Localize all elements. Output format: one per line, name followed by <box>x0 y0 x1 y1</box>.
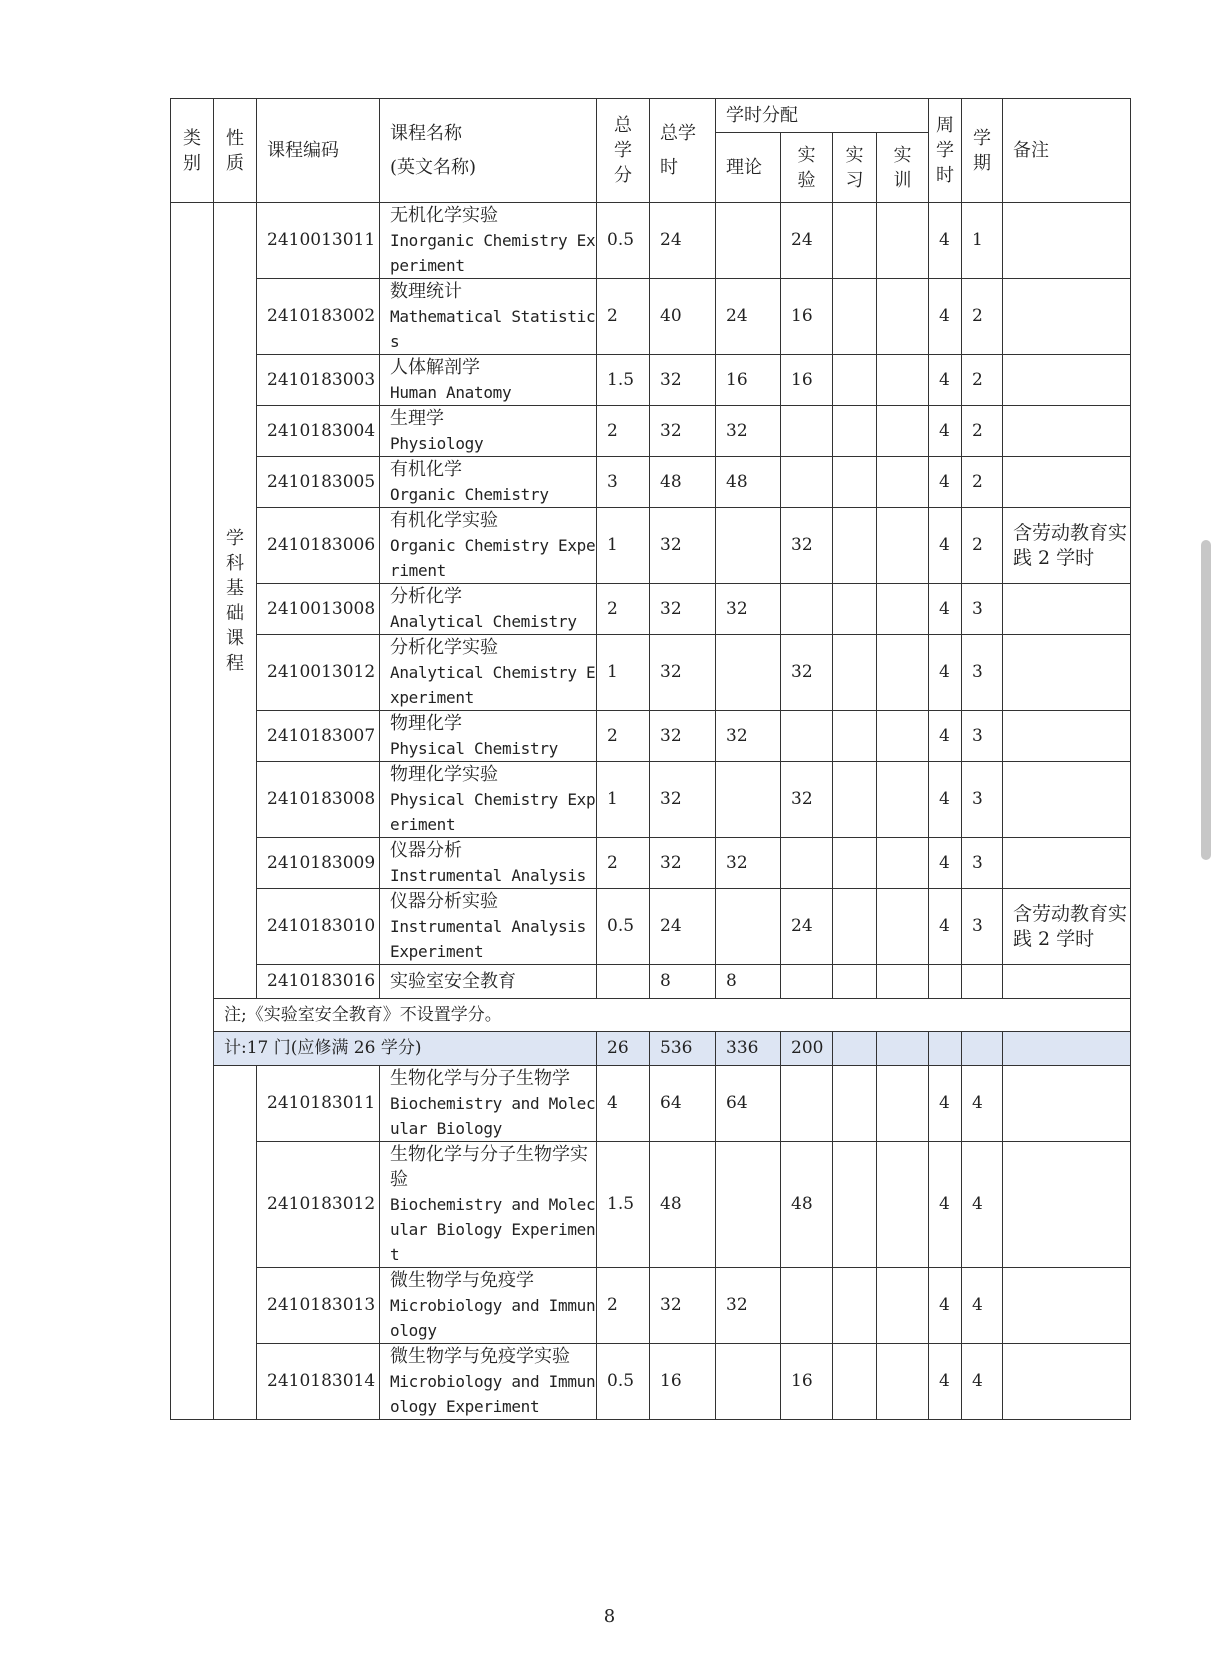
training-cell <box>877 1344 929 1420</box>
course-name-cn: 物理化学实验 <box>390 764 498 785</box>
training-cell <box>877 762 929 838</box>
subtotal-empty <box>877 1032 929 1066</box>
course-name-en: Microbiology and Immunology <box>390 1296 596 1340</box>
experiment-cell <box>781 457 833 508</box>
subtotal-hours: 536 <box>650 1032 716 1066</box>
course-name-cn: 生理学 <box>390 408 444 429</box>
weekly-hours-cell: 4 <box>929 711 962 762</box>
remarks-cell <box>1003 457 1131 508</box>
course-name <box>380 457 597 508</box>
course-name-cn: 微生物学与免疫学实验 <box>390 1346 570 1367</box>
table-row <box>171 635 1131 711</box>
vertical-label: 类 别 <box>183 127 201 174</box>
remarks-cell <box>1003 711 1131 762</box>
credits-cell <box>597 965 650 999</box>
remarks-cell <box>1003 406 1131 457</box>
experiment-cell: 24 <box>781 889 833 965</box>
training-cell <box>877 1066 929 1142</box>
training-cell <box>877 635 929 711</box>
course-name-cn: 微生物学与免疫学 <box>390 1270 534 1291</box>
hours-cell: 32 <box>650 355 716 406</box>
semester-cell: 4 <box>962 1344 1003 1420</box>
remarks-cell <box>1003 1268 1131 1344</box>
hours-cell: 32 <box>650 584 716 635</box>
header-semester <box>962 99 1003 203</box>
hours-cell: 40 <box>650 279 716 355</box>
experiment-cell: 16 <box>781 355 833 406</box>
hours-cell: 64 <box>650 1066 716 1142</box>
credits-cell: 2 <box>597 711 650 762</box>
semester-cell: 2 <box>962 279 1003 355</box>
theory-cell: 32 <box>716 1268 781 1344</box>
semester-cell: 1 <box>962 203 1003 279</box>
course-code: 2410183002 <box>257 279 380 355</box>
course-name-cn: 有机化学实验 <box>390 510 498 531</box>
training-cell <box>877 1142 929 1268</box>
hours-cell: 8 <box>650 965 716 999</box>
course-name <box>380 1142 597 1268</box>
table-row <box>171 279 1131 355</box>
table-row <box>171 203 1131 279</box>
table-row <box>171 889 1131 965</box>
course-code: 2410013012 <box>257 635 380 711</box>
course-name-en: Biochemistry and Molecular Biology Experiment <box>390 1195 596 1264</box>
semester-cell: 2 <box>962 355 1003 406</box>
practice-cell <box>833 1268 877 1344</box>
vertical-label: 总 学 分 <box>614 115 632 186</box>
practice-cell <box>833 406 877 457</box>
theory-cell: 32 <box>716 711 781 762</box>
training-cell <box>877 584 929 635</box>
course-name-en: Analytical Chemistry <box>390 612 577 631</box>
course-code: 2410013008 <box>257 584 380 635</box>
weekly-hours-cell: 4 <box>929 1142 962 1268</box>
subtotal-empty <box>833 1032 877 1066</box>
course-name-en: Organic Chemistry Experiment <box>390 536 596 580</box>
course-name-en: Organic Chemistry <box>390 485 549 504</box>
course-name <box>380 355 597 406</box>
course-code: 2410183004 <box>257 406 380 457</box>
course-name-en: Physical Chemistry <box>390 739 558 758</box>
training-cell <box>877 838 929 889</box>
weekly-hours-cell: 4 <box>929 1344 962 1420</box>
theory-cell <box>716 508 781 584</box>
remarks-cell <box>1003 965 1131 999</box>
header-experiment <box>781 133 833 203</box>
vertical-label: 实 验 <box>797 144 816 191</box>
practice-cell <box>833 279 877 355</box>
semester-cell: 3 <box>962 889 1003 965</box>
header-training <box>877 133 929 203</box>
table-row <box>171 1344 1131 1420</box>
semester-cell: 3 <box>962 838 1003 889</box>
credits-cell: 1.5 <box>597 355 650 406</box>
training-cell <box>877 1268 929 1344</box>
credits-cell: 1 <box>597 508 650 584</box>
course-name <box>380 1344 597 1420</box>
course-name <box>380 508 597 584</box>
vertical-label: 周 学 时 <box>936 115 954 186</box>
remarks-cell <box>1003 1344 1131 1420</box>
weekly-hours-cell: 4 <box>929 838 962 889</box>
weekly-hours-cell: 4 <box>929 279 962 355</box>
hours-cell: 48 <box>650 1142 716 1268</box>
header-nature <box>214 99 257 203</box>
course-code: 2410183016 <box>257 965 380 999</box>
table-row <box>171 1268 1131 1344</box>
course-name <box>380 406 597 457</box>
header-code: 课程编码 <box>257 99 380 203</box>
remarks-cell <box>1003 635 1131 711</box>
header-total-hours <box>650 99 716 203</box>
subtotal-label: 计:17 门(应修满 26 学分) <box>214 1032 597 1066</box>
hours-cell: 24 <box>650 203 716 279</box>
header-credits <box>597 99 650 203</box>
table-row <box>171 1066 1131 1142</box>
practice-cell <box>833 762 877 838</box>
subtotal-empty <box>929 1032 962 1066</box>
experiment-cell <box>781 838 833 889</box>
course-name <box>380 584 597 635</box>
course-name-cn: 生物化学与分子生物学实验 <box>390 1144 588 1190</box>
course-name <box>380 889 597 965</box>
remarks-cell <box>1003 279 1131 355</box>
vertical-label: 学 科 基 础 课 程 <box>226 527 244 674</box>
header-name <box>380 99 597 203</box>
hours-cell: 32 <box>650 762 716 838</box>
experiment-cell <box>781 406 833 457</box>
course-name-en: Instrumental Analysis <box>390 866 586 885</box>
course-name-cn: 无机化学实验 <box>390 205 498 226</box>
hours-cell: 16 <box>650 1344 716 1420</box>
remarks-cell: 含劳动教育实践 2 学时 <box>1003 889 1131 965</box>
course-code: 2410183005 <box>257 457 380 508</box>
practice-cell <box>833 457 877 508</box>
practice-cell <box>833 584 877 635</box>
credits-cell: 4 <box>597 1066 650 1142</box>
theory-cell <box>716 203 781 279</box>
course-code: 2410183011 <box>257 1066 380 1142</box>
weekly-hours-cell: 4 <box>929 508 962 584</box>
course-name <box>380 711 597 762</box>
remarks-cell <box>1003 355 1131 406</box>
hours-cell: 32 <box>650 838 716 889</box>
category-cell <box>171 203 214 1420</box>
credits-cell: 0.5 <box>597 203 650 279</box>
theory-cell: 64 <box>716 1066 781 1142</box>
remarks-cell <box>1003 584 1131 635</box>
header-name-cn: 课程名称 <box>390 122 462 144</box>
experiment-cell: 32 <box>781 508 833 584</box>
practice-cell <box>833 1066 877 1142</box>
theory-cell: 48 <box>716 457 781 508</box>
weekly-hours-cell: 4 <box>929 1268 962 1344</box>
course-name-en: Human Anatomy <box>390 383 512 402</box>
theory-cell <box>716 1344 781 1420</box>
header-name-en: (英文名称) <box>390 156 477 178</box>
course-name-en: Mathematical Statistics <box>390 307 596 351</box>
experiment-cell: 32 <box>781 635 833 711</box>
course-code: 2410183009 <box>257 838 380 889</box>
course-name-cn: 仪器分析实验 <box>390 891 498 912</box>
theory-cell <box>716 635 781 711</box>
hours-cell: 32 <box>650 406 716 457</box>
course-name-en: Microbiology and Immunology Experiment <box>390 1372 596 1416</box>
header-weekly-hours <box>929 99 962 203</box>
table-row <box>171 406 1131 457</box>
training-cell <box>877 457 929 508</box>
table-row <box>171 508 1131 584</box>
semester-cell: 2 <box>962 457 1003 508</box>
training-cell <box>877 279 929 355</box>
training-cell <box>877 711 929 762</box>
credits-cell: 1 <box>597 635 650 711</box>
experiment-cell <box>781 711 833 762</box>
weekly-hours-cell: 4 <box>929 635 962 711</box>
table-row <box>171 355 1131 406</box>
practice-cell <box>833 355 877 406</box>
training-cell <box>877 203 929 279</box>
table-row <box>171 762 1131 838</box>
practice-cell <box>833 1142 877 1268</box>
experiment-cell: 32 <box>781 762 833 838</box>
course-name-en: Instrumental Analysis Experiment <box>390 917 586 961</box>
course-code: 2410013011 <box>257 203 380 279</box>
weekly-hours-cell: 4 <box>929 457 962 508</box>
vertical-label: 实 习 <box>845 144 864 191</box>
course-name-en: Analytical Chemistry Experiment <box>390 663 596 707</box>
theory-cell <box>716 1142 781 1268</box>
weekly-hours-cell: 4 <box>929 203 962 279</box>
practice-cell <box>833 508 877 584</box>
training-cell <box>877 889 929 965</box>
course-name <box>380 1066 597 1142</box>
weekly-hours-cell: 4 <box>929 406 962 457</box>
notice-text: 注;《实验室安全教育》不设置学分。 <box>214 999 1131 1032</box>
page-number: 8 <box>603 1606 616 1627</box>
credits-cell: 0.5 <box>597 889 650 965</box>
practice-cell <box>833 1344 877 1420</box>
experiment-cell: 24 <box>781 203 833 279</box>
training-cell <box>877 406 929 457</box>
course-table <box>170 98 1131 1420</box>
course-name-en: Physiology <box>390 434 484 453</box>
training-cell <box>877 508 929 584</box>
semester-cell: 4 <box>962 1066 1003 1142</box>
header-category <box>171 99 214 203</box>
weekly-hours-cell: 4 <box>929 584 962 635</box>
hours-cell: 32 <box>650 1268 716 1344</box>
course-name-en: Physical Chemistry Experiment <box>390 790 596 834</box>
practice-cell <box>833 889 877 965</box>
course-name-cn: 有机化学 <box>390 459 462 480</box>
vertical-label: 实 训 <box>893 144 912 191</box>
credits-cell: 1 <box>597 762 650 838</box>
table-row <box>171 838 1131 889</box>
remarks-cell <box>1003 762 1131 838</box>
credits-cell: 2 <box>597 279 650 355</box>
semester-cell <box>962 965 1003 999</box>
header-total-hours-l1: 总学 <box>660 122 696 144</box>
subtotal-theory: 336 <box>716 1032 781 1066</box>
credits-cell: 2 <box>597 1268 650 1344</box>
credits-cell: 2 <box>597 584 650 635</box>
course-name-en: Biochemistry and Molecular Biology <box>390 1094 596 1138</box>
semester-cell: 2 <box>962 508 1003 584</box>
training-cell <box>877 965 929 999</box>
nature-cell <box>214 203 257 999</box>
semester-cell: 3 <box>962 584 1003 635</box>
table-row <box>171 1142 1131 1268</box>
remarks-cell <box>1003 1142 1131 1268</box>
course-name <box>380 279 597 355</box>
practice-cell <box>833 635 877 711</box>
credits-cell: 2 <box>597 406 650 457</box>
course-name <box>380 965 597 999</box>
table-row <box>171 584 1131 635</box>
theory-cell: 32 <box>716 584 781 635</box>
course-code: 2410183007 <box>257 711 380 762</box>
remarks-cell: 含劳动教育实践 2 学时 <box>1003 508 1131 584</box>
vertical-label: 性 质 <box>226 127 244 174</box>
hours-cell: 32 <box>650 711 716 762</box>
header-practice <box>833 133 877 203</box>
header-remarks: 备注 <box>1003 99 1131 203</box>
training-cell <box>877 355 929 406</box>
table-row <box>171 711 1131 762</box>
course-code: 2410183010 <box>257 889 380 965</box>
course-name-cn: 实验室安全教育 <box>390 971 516 992</box>
table-row <box>171 457 1131 508</box>
experiment-cell <box>781 1268 833 1344</box>
subtotal-empty <box>962 1032 1003 1066</box>
experiment-cell: 16 <box>781 279 833 355</box>
credits-cell: 3 <box>597 457 650 508</box>
experiment-cell: 48 <box>781 1142 833 1268</box>
semester-cell: 3 <box>962 762 1003 838</box>
course-name-cn: 分析化学 <box>390 586 462 607</box>
course-code: 2410183008 <box>257 762 380 838</box>
hours-cell: 24 <box>650 889 716 965</box>
practice-cell <box>833 711 877 762</box>
course-code: 2410183013 <box>257 1268 380 1344</box>
weekly-hours-cell: 4 <box>929 355 962 406</box>
practice-cell <box>833 838 877 889</box>
nature-cell <box>214 1066 257 1420</box>
subtotal-credits: 26 <box>597 1032 650 1066</box>
hours-cell: 48 <box>650 457 716 508</box>
scrollbar[interactable] <box>1201 540 1211 860</box>
theory-cell: 32 <box>716 838 781 889</box>
semester-cell: 4 <box>962 1268 1003 1344</box>
course-name <box>380 203 597 279</box>
theory-cell: 16 <box>716 355 781 406</box>
experiment-cell <box>781 584 833 635</box>
experiment-cell <box>781 965 833 999</box>
course-name <box>380 1268 597 1344</box>
course-name-cn: 物理化学 <box>390 713 462 734</box>
header-theory: 理论 <box>716 133 781 203</box>
course-code: 2410183014 <box>257 1344 380 1420</box>
practice-cell <box>833 965 877 999</box>
credits-cell: 2 <box>597 838 650 889</box>
course-name-en: Inorganic Chemistry Experiment <box>390 231 596 275</box>
semester-cell: 2 <box>962 406 1003 457</box>
table-row <box>171 965 1131 999</box>
header-total-hours-l2: 时 <box>660 156 678 178</box>
course-code: 2410183006 <box>257 508 380 584</box>
credits-cell: 1.5 <box>597 1142 650 1268</box>
credits-cell: 0.5 <box>597 1344 650 1420</box>
course-code: 2410183012 <box>257 1142 380 1268</box>
subtotal-empty <box>1003 1032 1131 1066</box>
hours-cell: 32 <box>650 508 716 584</box>
course-name-cn: 分析化学实验 <box>390 637 498 658</box>
course-name <box>380 762 597 838</box>
theory-cell: 8 <box>716 965 781 999</box>
course-name-cn: 生物化学与分子生物学 <box>390 1068 570 1089</box>
weekly-hours-cell: 4 <box>929 1066 962 1142</box>
remarks-cell <box>1003 838 1131 889</box>
subtotal-experiment: 200 <box>781 1032 833 1066</box>
practice-cell <box>833 203 877 279</box>
vertical-label: 学 期 <box>973 127 991 174</box>
course-name-cn: 数理统计 <box>390 281 462 302</box>
hours-cell: 32 <box>650 635 716 711</box>
course-name-cn: 人体解剖学 <box>390 357 480 378</box>
remarks-cell <box>1003 1066 1131 1142</box>
weekly-hours-cell: 4 <box>929 889 962 965</box>
semester-cell: 3 <box>962 711 1003 762</box>
weekly-hours-cell: 4 <box>929 762 962 838</box>
theory-cell: 32 <box>716 406 781 457</box>
header-hour-split: 学时分配 <box>716 99 929 133</box>
theory-cell <box>716 889 781 965</box>
experiment-cell <box>781 1066 833 1142</box>
experiment-cell: 16 <box>781 1344 833 1420</box>
theory-cell: 24 <box>716 279 781 355</box>
course-code: 2410183003 <box>257 355 380 406</box>
course-name <box>380 838 597 889</box>
weekly-hours-cell <box>929 965 962 999</box>
course-name <box>380 635 597 711</box>
theory-cell <box>716 762 781 838</box>
semester-cell: 3 <box>962 635 1003 711</box>
semester-cell: 4 <box>962 1142 1003 1268</box>
course-name-cn: 仪器分析 <box>390 840 462 861</box>
remarks-cell <box>1003 203 1131 279</box>
